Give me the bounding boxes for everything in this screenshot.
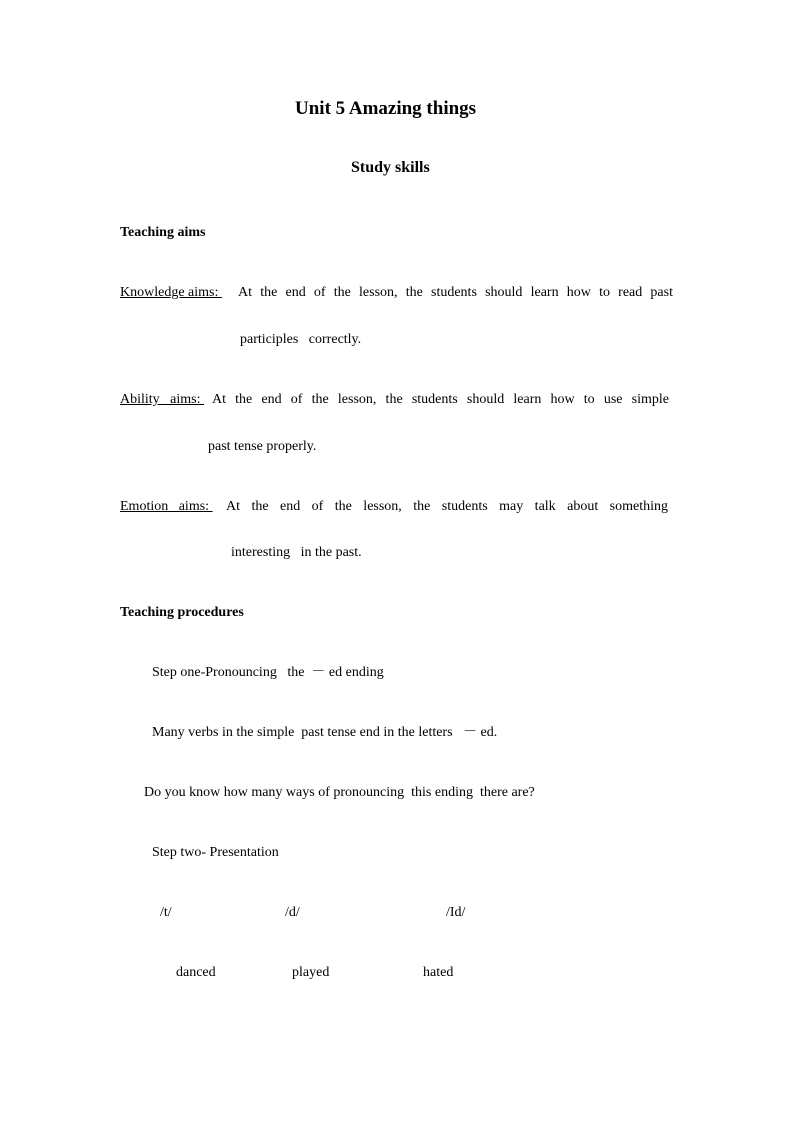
knowledge-aims-text: At the end of the lesson, the students should learn how to read past bbox=[238, 285, 673, 300]
pronouncing-question: Do you know how many ways of pronouncing this ending there are? bbox=[144, 785, 535, 800]
knowledge-aims-text-continued: participles correctly. bbox=[240, 332, 362, 347]
example-danced: danced bbox=[176, 965, 216, 980]
teaching-procedures-heading: Teaching procedures bbox=[120, 605, 244, 620]
emotion-aims-label: Emotion aims: bbox=[120, 499, 213, 514]
example-played: played bbox=[292, 965, 330, 980]
document-subtitle: Study skills bbox=[351, 159, 430, 176]
sound-d: /d/ bbox=[285, 905, 300, 920]
ability-aims-label: Ability aims: bbox=[120, 392, 204, 407]
emotion-aims-text: At the end of the lesson, the students may talk about something bbox=[226, 499, 668, 514]
teaching-aims-heading: Teaching aims bbox=[120, 225, 206, 240]
step-two-text: Step two- Presentation bbox=[152, 845, 279, 860]
emotion-aims-text-continued: interesting in the past. bbox=[231, 545, 362, 560]
sound-t: /t/ bbox=[160, 905, 172, 920]
ability-aims-text: At the end of the lesson, the students should learn how to use simple bbox=[212, 392, 669, 407]
example-hated: hated bbox=[423, 965, 454, 980]
ability-aims-text-continued: past tense properly. bbox=[208, 439, 317, 454]
verbs-ed-sentence: Many verbs in the simple past tense end in the letters － ed. bbox=[152, 725, 498, 740]
sound-id: /Id/ bbox=[446, 905, 466, 920]
document-title: Unit 5 Amazing things bbox=[295, 98, 477, 119]
knowledge-aims-label: Knowledge aims: bbox=[120, 285, 222, 300]
step-one-text: Step one-Pronouncing the － ed ending bbox=[152, 665, 384, 680]
